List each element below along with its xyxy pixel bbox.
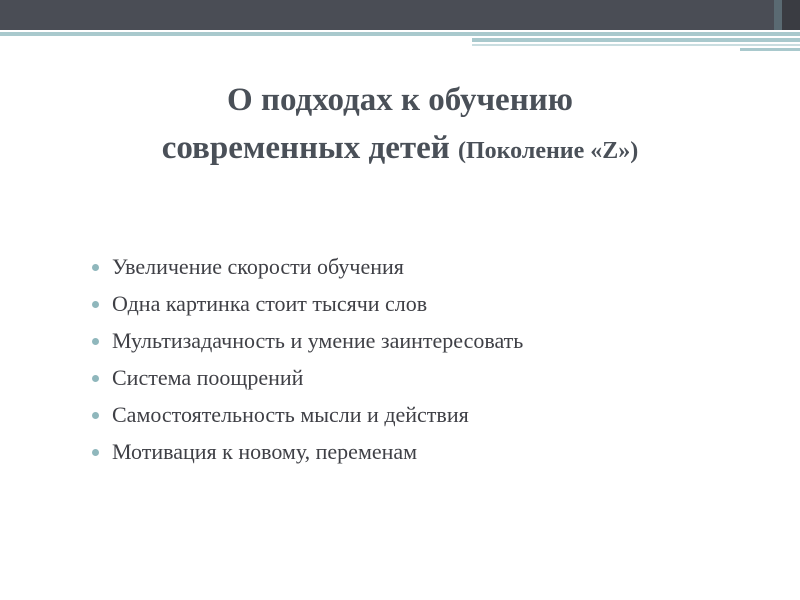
list-item [90,252,770,289]
list-item-text: Система поощрений [112,365,304,390]
bullet-icon [92,338,99,345]
accent-line-thin [472,44,800,46]
list-item [90,400,770,437]
title-line-2-main: современных детей [161,130,450,166]
bullet-icon [92,264,99,271]
list-item-text: Увеличение скорости обучения [112,254,404,279]
top-band-notch [774,0,782,30]
bullet-icon [92,301,99,308]
bullet-icon [92,449,99,456]
bullet-icon [92,412,99,419]
title-subtitle: (Поколение «Z») [458,138,639,164]
title-line-2 [40,124,760,175]
bullet-icon [92,375,99,382]
accent-line-short [472,38,800,42]
list-item-text: Самостоятельность мысли и действия [112,402,469,427]
list-item [90,363,770,400]
top-band-corner [782,0,800,30]
slide-title [40,76,760,175]
list-item-text: Одна картинка стоит тысячи слов [112,291,428,316]
title-line-1: О подходах к обучению [227,82,573,118]
list-item-text: Мотивация к новому, переменам [112,439,418,464]
list-item-text: Мультизадачность и умение заинтересовать [112,328,524,353]
list-item [90,437,770,474]
accent-line [0,32,800,36]
accent-line-corner [740,48,800,51]
list-item [90,289,770,326]
top-decorative-band [0,0,800,30]
list-item [90,326,770,363]
bullet-list [90,252,770,474]
